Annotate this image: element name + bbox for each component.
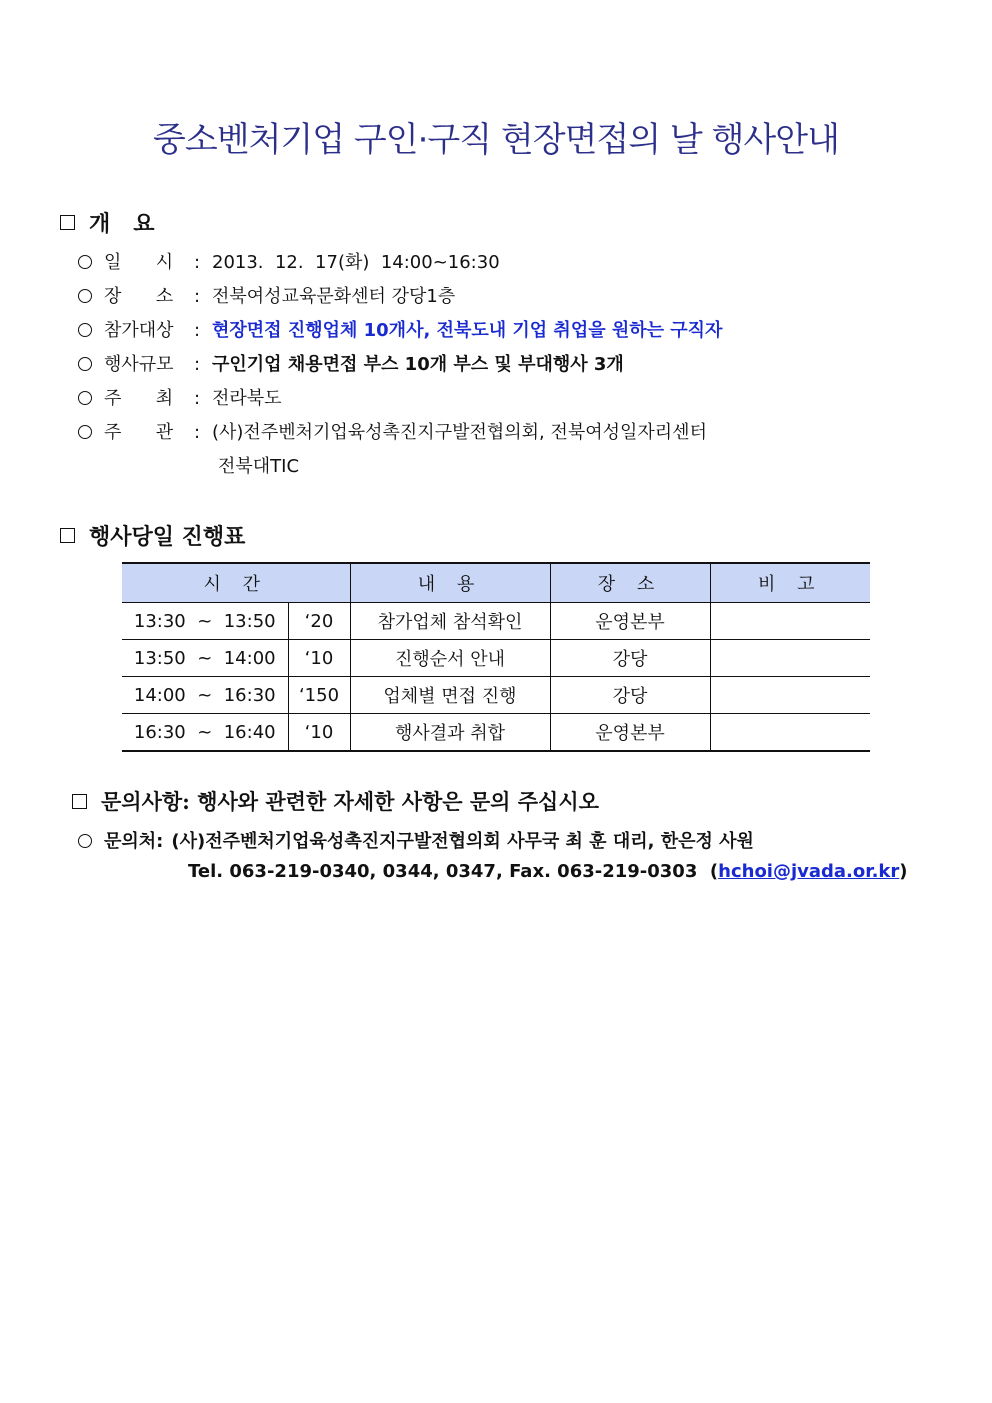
cell-content: 진행순서 안내 — [350, 640, 550, 677]
overview-value: 전북여성교육문화센터 강당1층 — [212, 286, 456, 307]
table-header-row — [122, 563, 870, 603]
overview-value: (사)전주벤처기업육성촉진지구발전협의회, 전북여성일자리센터 — [212, 422, 707, 443]
overview-item-host: 주 최 : 전라북도 — [78, 384, 282, 410]
cell-content: 참가업체 참석확인 — [350, 603, 550, 640]
cell-place: 운영본부 — [550, 603, 710, 640]
overview-heading-text: 개 요 — [89, 211, 155, 237]
cell-duration: ‘10 — [288, 640, 350, 677]
header-note: 비 고 — [710, 563, 870, 603]
table-row — [122, 677, 870, 714]
header-content: 내 용 — [350, 563, 550, 603]
inquiry-heading — [72, 786, 599, 816]
table-row — [122, 714, 870, 752]
circle-bullet-icon — [78, 357, 92, 371]
cell-note — [710, 640, 870, 677]
overview-label: 주 최 — [104, 388, 174, 409]
circle-bullet-icon — [78, 834, 92, 848]
contact-value: (사)전주벤처기업육성촉진지구발전협의회 사무국 최 훈 대리, 한은정 사원 — [171, 831, 754, 852]
cell-duration: ‘150 — [288, 677, 350, 714]
checkbox-square-icon — [72, 794, 87, 809]
cell-note — [710, 603, 870, 640]
checkbox-square-icon — [60, 215, 75, 230]
circle-bullet-icon — [78, 391, 92, 405]
schedule-table — [122, 562, 870, 752]
overview-value: 현장면접 진행업체 10개사, 전북도내 기업 취업을 원하는 구직자 — [212, 320, 723, 341]
overview-label: 참가대상 — [104, 320, 174, 341]
cell-duration: ‘20 — [288, 603, 350, 640]
header-time: 시 간 — [122, 563, 350, 603]
inquiry-heading-text: 문의사항: 행사와 관련한 자세한 사항은 문의 주십시오 — [101, 789, 599, 814]
overview-item-place: 장 소 : 전북여성교육문화센터 강당1층 — [78, 282, 455, 308]
overview-item-participants: 참가대상 : 현장면접 진행업체 10개사, 전북도내 기업 취업을 원하는 구직자 — [78, 316, 722, 342]
checkbox-square-icon — [60, 528, 75, 543]
overview-item-date: 일 시 : 2013. 12. 17(화) 14:00~16:30 — [78, 248, 500, 274]
circle-bullet-icon — [78, 289, 92, 303]
page-title: 중소벤처기업 구인·구직 현장면접의 날 행사안내 — [153, 120, 839, 160]
overview-label: 일 시 — [104, 252, 174, 273]
cell-time: 14:00 ~ 16:30 — [122, 677, 288, 714]
overview-label: 주 관 — [104, 422, 174, 443]
table-row — [122, 640, 870, 677]
schedule-heading — [60, 520, 245, 551]
overview-item-organizer: 주 관 : (사)전주벤처기업육성촉진지구발전협의회, 전북여성일자리센터 — [78, 418, 707, 444]
cell-place: 강당 — [550, 677, 710, 714]
header-place: 장 소 — [550, 563, 710, 603]
inquiry-contact-line — [78, 827, 754, 853]
overview-heading — [60, 207, 154, 238]
overview-label: 행사규모 — [104, 354, 174, 375]
cell-note — [710, 677, 870, 714]
circle-bullet-icon — [78, 425, 92, 439]
overview-value: 구인기업 채용면접 부스 10개 부스 및 부대행사 3개 — [212, 354, 624, 375]
cell-note — [710, 714, 870, 752]
overview-value: 2013. 12. 17(화) 14:00~16:30 — [212, 252, 500, 273]
cell-duration: ‘10 — [288, 714, 350, 752]
overview-label: 장 소 — [104, 286, 174, 307]
circle-bullet-icon — [78, 255, 92, 269]
cell-place: 강당 — [550, 640, 710, 677]
inquiry-tel-line: Tel. 063-219-0340, 0344, 0347, Fax. 063-219-0303 (hchoi@jvada.or.kr) — [188, 861, 908, 882]
cell-time: 16:30 ~ 16:40 — [122, 714, 288, 752]
cell-time: 13:50 ~ 14:00 — [122, 640, 288, 677]
overview-item-scale: 행사규모 : 구인기업 채용면접 부스 10개 부스 및 부대행사 3개 — [78, 350, 624, 376]
contact-email-link[interactable]: hchoi@jvada.or.kr — [718, 861, 900, 882]
overview-value: 전라북도 — [212, 388, 282, 409]
circle-bullet-icon — [78, 323, 92, 337]
cell-time: 13:30 ~ 13:50 — [122, 603, 288, 640]
schedule-heading-text: 행사당일 진행표 — [89, 524, 246, 550]
cell-content: 행사결과 취합 — [350, 714, 550, 752]
contact-tel: Tel. 063-219-0340, 0344, 0347, Fax. 063-219-0303 — [188, 861, 698, 882]
table-row — [122, 603, 870, 640]
cell-content: 업체별 면접 진행 — [350, 677, 550, 714]
contact-label: 문의처: — [104, 831, 164, 852]
cell-place: 운영본부 — [550, 714, 710, 752]
overview-organizer-continuation: 전북대TIC — [218, 456, 300, 477]
